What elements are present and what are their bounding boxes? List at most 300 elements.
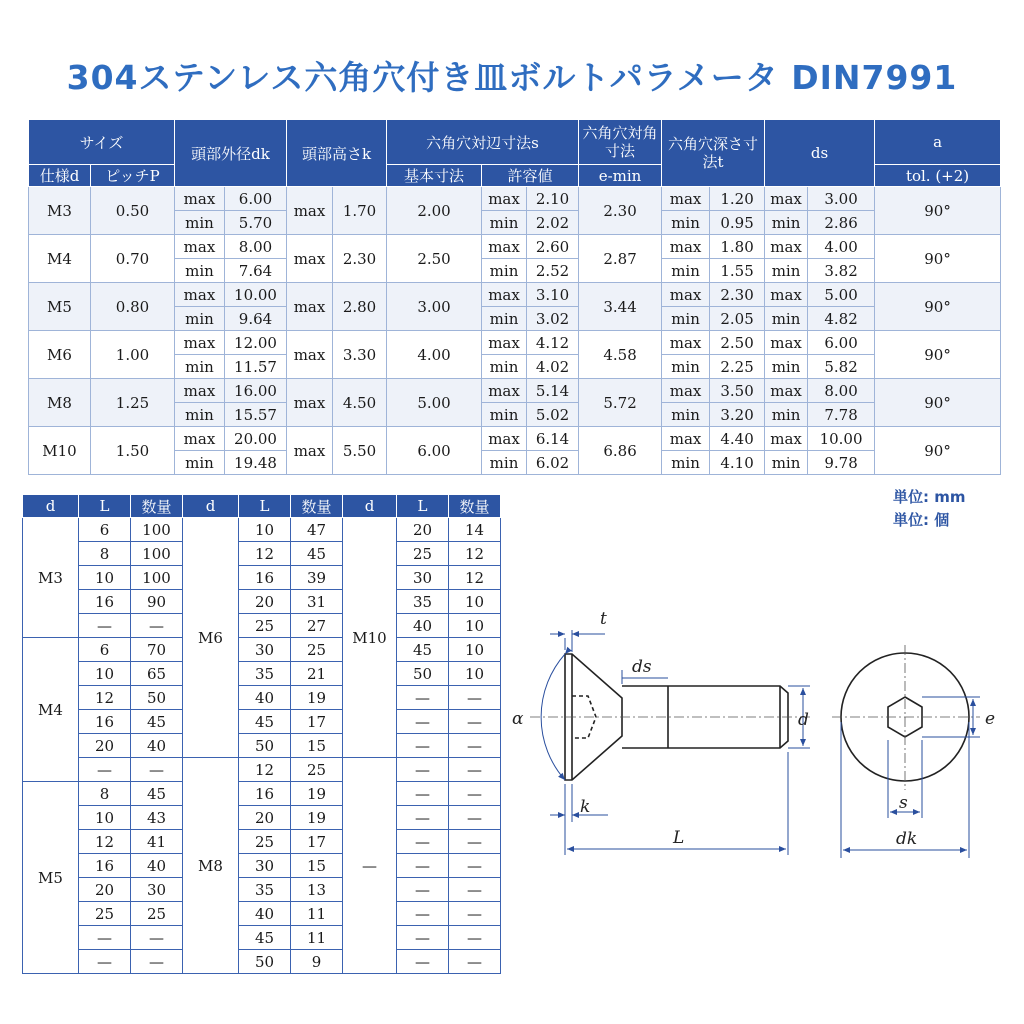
qty-length: —	[79, 926, 131, 950]
spec-s-max: 6.14	[527, 427, 579, 451]
qty-length: —	[397, 926, 449, 950]
qty-count: 9	[291, 950, 343, 974]
min-label: min	[175, 355, 225, 379]
qty-count: 50	[131, 686, 183, 710]
max-label: max	[482, 427, 527, 451]
qty-length: 25	[239, 830, 291, 854]
qty-length: 35	[397, 590, 449, 614]
spec-a: 90°	[875, 235, 1001, 283]
qty-row	[23, 566, 501, 590]
qty-count: —	[449, 710, 501, 734]
spec-d: M10	[29, 427, 91, 475]
header-s-tol: 許容値	[482, 165, 579, 187]
spec-t-max: 1.20	[710, 187, 765, 211]
qty-count: 40	[131, 734, 183, 758]
qty-length: 25	[239, 614, 291, 638]
max-label: max	[662, 331, 710, 355]
spec-pitch: 1.50	[91, 427, 175, 475]
spec-e: 5.72	[579, 379, 662, 427]
qty-count: —	[449, 878, 501, 902]
qty-length: —	[397, 686, 449, 710]
spec-row	[29, 235, 1001, 259]
qty-length: 10	[79, 662, 131, 686]
max-label: max	[765, 283, 808, 307]
spec-row	[29, 427, 1001, 451]
qty-header: d	[343, 495, 397, 518]
qty-count: 45	[131, 782, 183, 806]
spec-a: 90°	[875, 187, 1001, 235]
qty-length: 50	[239, 950, 291, 974]
spec-t-min: 4.10	[710, 451, 765, 475]
qty-length: 20	[397, 518, 449, 542]
spec-s: 3.00	[387, 283, 482, 331]
qty-length: —	[79, 758, 131, 782]
qty-row	[23, 854, 501, 878]
qty-length: —	[397, 854, 449, 878]
qty-count: 27	[291, 614, 343, 638]
qty-length: 40	[239, 902, 291, 926]
min-label: min	[482, 307, 527, 331]
min-label: min	[482, 355, 527, 379]
qty-count: 15	[291, 854, 343, 878]
qty-row	[23, 518, 501, 542]
spec-dk-max: 16.00	[225, 379, 287, 403]
label-s: s	[899, 793, 908, 813]
max-label: max	[175, 187, 225, 211]
spec-s-max: 2.60	[527, 235, 579, 259]
spec-a: 90°	[875, 331, 1001, 379]
max-label: max	[482, 379, 527, 403]
spec-row	[29, 187, 1001, 211]
spec-t-max: 1.80	[710, 235, 765, 259]
spec-row	[29, 283, 1001, 307]
max-label: max	[662, 235, 710, 259]
spec-t-min: 2.25	[710, 355, 765, 379]
qty-header: L	[79, 495, 131, 518]
qty-length: 20	[239, 590, 291, 614]
spec-dk-max: 12.00	[225, 331, 287, 355]
qty-length: 35	[239, 662, 291, 686]
spec-pitch: 0.50	[91, 187, 175, 235]
qty-count: —	[449, 782, 501, 806]
min-label: min	[662, 307, 710, 331]
qty-row	[23, 830, 501, 854]
qty-header: d	[183, 495, 239, 518]
qty-length: 16	[79, 710, 131, 734]
spec-t-min: 0.95	[710, 211, 765, 235]
spec-e: 4.58	[579, 331, 662, 379]
spec-row-min	[29, 211, 1001, 235]
qty-count: 47	[291, 518, 343, 542]
qty-row	[23, 734, 501, 758]
header-e: 六角穴対角寸法	[579, 120, 662, 165]
qty-length: —	[397, 806, 449, 830]
spec-s-min: 5.02	[527, 403, 579, 427]
qty-count: 12	[449, 542, 501, 566]
spec-s: 5.00	[387, 379, 482, 427]
header-s-basic: 基本寸法	[387, 165, 482, 187]
spec-e: 3.44	[579, 283, 662, 331]
header-dk: 頭部外径dk	[175, 120, 287, 187]
bolt-drawing	[510, 600, 1010, 870]
qty-d: M3	[23, 518, 79, 638]
qty-length: 45	[239, 926, 291, 950]
qty-length: 30	[239, 854, 291, 878]
spec-dk-min: 7.64	[225, 259, 287, 283]
label-ds: ds	[632, 657, 652, 677]
qty-length: 35	[239, 878, 291, 902]
label-dk: dk	[896, 829, 918, 849]
max-label: max	[287, 235, 333, 283]
spec-dk-max: 20.00	[225, 427, 287, 451]
qty-length: 25	[79, 902, 131, 926]
spec-ds-min: 7.78	[808, 403, 875, 427]
qty-length: 50	[397, 662, 449, 686]
min-label: min	[662, 355, 710, 379]
spec-dk-min: 11.57	[225, 355, 287, 379]
qty-length: 16	[239, 782, 291, 806]
spec-row-min	[29, 403, 1001, 427]
qty-length: 16	[239, 566, 291, 590]
spec-d: M8	[29, 379, 91, 427]
spec-row-min	[29, 451, 1001, 475]
max-label: max	[175, 379, 225, 403]
header-e-min: e-min	[579, 165, 662, 187]
qty-row	[23, 806, 501, 830]
max-label: max	[482, 331, 527, 355]
spec-pitch: 0.80	[91, 283, 175, 331]
qty-length: 12	[79, 830, 131, 854]
min-label: min	[662, 451, 710, 475]
qty-row	[23, 590, 501, 614]
max-label: max	[287, 187, 333, 235]
min-label: min	[765, 211, 808, 235]
spec-dk-min: 19.48	[225, 451, 287, 475]
spec-e: 2.87	[579, 235, 662, 283]
qty-count: 10	[449, 638, 501, 662]
qty-count: 10	[449, 662, 501, 686]
qty-count: —	[449, 686, 501, 710]
spec-s-max: 5.14	[527, 379, 579, 403]
max-label: max	[765, 379, 808, 403]
min-label: min	[765, 259, 808, 283]
qty-row	[23, 878, 501, 902]
max-label: max	[482, 235, 527, 259]
qty-length: —	[397, 758, 449, 782]
spec-row-min	[29, 307, 1001, 331]
spec-s: 6.00	[387, 427, 482, 475]
spec-dk-max: 8.00	[225, 235, 287, 259]
spec-pitch: 1.25	[91, 379, 175, 427]
spec-s-min: 3.02	[527, 307, 579, 331]
spec-t-min: 3.20	[710, 403, 765, 427]
qty-header: L	[239, 495, 291, 518]
min-label: min	[765, 307, 808, 331]
qty-count: 90	[131, 590, 183, 614]
label-e: e	[985, 709, 996, 729]
spec-ds-max: 10.00	[808, 427, 875, 451]
qty-count: 10	[449, 614, 501, 638]
unit-length: 単位: mm	[893, 488, 966, 506]
qty-d: M8	[183, 758, 239, 974]
spec-row-min	[29, 259, 1001, 283]
label-alpha: α	[512, 709, 524, 729]
qty-count: 100	[131, 518, 183, 542]
qty-row	[23, 614, 501, 638]
qty-length: 40	[239, 686, 291, 710]
max-label: max	[175, 283, 225, 307]
qty-count: 45	[291, 542, 343, 566]
spec-k: 2.30	[333, 235, 387, 283]
max-label: max	[662, 187, 710, 211]
min-label: min	[482, 211, 527, 235]
spec-t-max: 2.30	[710, 283, 765, 307]
max-label: max	[287, 427, 333, 475]
qty-length: 16	[79, 590, 131, 614]
spec-e: 6.86	[579, 427, 662, 475]
qty-count: 19	[291, 686, 343, 710]
qty-row	[23, 950, 501, 974]
qty-count: —	[449, 758, 501, 782]
qty-count: —	[449, 950, 501, 974]
spec-ds-min: 9.78	[808, 451, 875, 475]
qty-count: 10	[449, 590, 501, 614]
min-label: min	[175, 259, 225, 283]
spec-k: 2.80	[333, 283, 387, 331]
qty-count: 45	[131, 710, 183, 734]
qty-length: 8	[79, 782, 131, 806]
qty-length: —	[397, 878, 449, 902]
qty-row	[23, 638, 501, 662]
qty-row	[23, 758, 501, 782]
min-label: min	[765, 451, 808, 475]
max-label: max	[765, 427, 808, 451]
qty-count: 70	[131, 638, 183, 662]
qty-length: 40	[397, 614, 449, 638]
qty-count: 100	[131, 542, 183, 566]
min-label: min	[175, 307, 225, 331]
min-label: min	[482, 259, 527, 283]
max-label: max	[662, 379, 710, 403]
qty-length: 10	[79, 806, 131, 830]
spec-s-min: 4.02	[527, 355, 579, 379]
qty-length: 12	[79, 686, 131, 710]
spec-row	[29, 379, 1001, 403]
spec-dk-min: 15.57	[225, 403, 287, 427]
qty-count: 19	[291, 806, 343, 830]
label-k: k	[580, 797, 591, 817]
label-L: L	[673, 828, 685, 848]
qty-length: 50	[239, 734, 291, 758]
qty-length: —	[79, 614, 131, 638]
qty-count: 40	[131, 854, 183, 878]
qty-count: 39	[291, 566, 343, 590]
qty-count: 25	[291, 638, 343, 662]
qty-count: 31	[291, 590, 343, 614]
spec-ds-min: 5.82	[808, 355, 875, 379]
qty-length: 12	[239, 758, 291, 782]
spec-s: 4.00	[387, 331, 482, 379]
qty-count: —	[449, 830, 501, 854]
qty-count: 13	[291, 878, 343, 902]
qty-length: 10	[79, 566, 131, 590]
max-label: max	[765, 331, 808, 355]
min-label: min	[175, 451, 225, 475]
qty-length: —	[397, 950, 449, 974]
spec-s-min: 2.52	[527, 259, 579, 283]
min-label: min	[175, 211, 225, 235]
qty-d: M10	[343, 518, 397, 758]
qty-length: —	[79, 950, 131, 974]
header-d: 仕様d	[29, 165, 91, 187]
spec-a: 90°	[875, 379, 1001, 427]
qty-count: —	[449, 926, 501, 950]
qty-count: —	[131, 950, 183, 974]
qty-count: 19	[291, 782, 343, 806]
spec-k: 5.50	[333, 427, 387, 475]
spec-row	[29, 331, 1001, 355]
qty-length: 8	[79, 542, 131, 566]
spec-s: 2.50	[387, 235, 482, 283]
header-size: サイズ	[29, 120, 175, 165]
max-label: max	[287, 283, 333, 331]
qty-count: 25	[131, 902, 183, 926]
side-dimensions	[541, 630, 810, 855]
qty-count: —	[449, 734, 501, 758]
qty-count: 15	[291, 734, 343, 758]
spec-d: M5	[29, 283, 91, 331]
qty-d: M4	[23, 638, 79, 782]
min-label: min	[765, 355, 808, 379]
spec-s-max: 3.10	[527, 283, 579, 307]
spec-a: 90°	[875, 427, 1001, 475]
max-label: max	[175, 427, 225, 451]
qty-length: 16	[79, 854, 131, 878]
qty-length: 12	[239, 542, 291, 566]
header-a-tol: tol. (+2)	[875, 165, 1001, 187]
qty-count: 30	[131, 878, 183, 902]
qty-row	[23, 542, 501, 566]
max-label: max	[765, 187, 808, 211]
qty-count: 14	[449, 518, 501, 542]
spec-d: M6	[29, 331, 91, 379]
spec-k: 3.30	[333, 331, 387, 379]
spec-s-max: 4.12	[527, 331, 579, 355]
qty-count: —	[449, 854, 501, 878]
label-t: t	[600, 609, 607, 629]
qty-d: —	[343, 758, 397, 974]
qty-count: 25	[291, 758, 343, 782]
spec-dk-min: 5.70	[225, 211, 287, 235]
qty-length: —	[397, 830, 449, 854]
spec-e: 2.30	[579, 187, 662, 235]
spec-dk-min: 9.64	[225, 307, 287, 331]
spec-k: 1.70	[333, 187, 387, 235]
spec-t-max: 4.40	[710, 427, 765, 451]
spec-ds-min: 4.82	[808, 307, 875, 331]
header-k: 頭部高さk	[287, 120, 387, 187]
qty-d: M6	[183, 518, 239, 758]
qty-count: —	[131, 614, 183, 638]
min-label: min	[482, 451, 527, 475]
spec-ds-max: 5.00	[808, 283, 875, 307]
spec-s-min: 6.02	[527, 451, 579, 475]
min-label: min	[662, 403, 710, 427]
max-label: max	[175, 235, 225, 259]
header-a: a	[875, 120, 1001, 165]
qty-count: 17	[291, 710, 343, 734]
min-label: min	[765, 403, 808, 427]
max-label: max	[662, 283, 710, 307]
qty-header: d	[23, 495, 79, 518]
qty-length: 20	[79, 878, 131, 902]
qty-length: 45	[239, 710, 291, 734]
qty-row	[23, 662, 501, 686]
qty-row	[23, 902, 501, 926]
qty-length: 20	[239, 806, 291, 830]
max-label: max	[662, 427, 710, 451]
qty-header: 数量	[449, 495, 501, 518]
min-label: min	[482, 403, 527, 427]
qty-row	[23, 782, 501, 806]
spec-s-min: 2.02	[527, 211, 579, 235]
spec-ds-max: 4.00	[808, 235, 875, 259]
spec-pitch: 0.70	[91, 235, 175, 283]
min-label: min	[662, 259, 710, 283]
spec-t-max: 2.50	[710, 331, 765, 355]
qty-count: 11	[291, 902, 343, 926]
qty-d: M5	[23, 782, 79, 974]
qty-length: 10	[239, 518, 291, 542]
spec-t-max: 3.50	[710, 379, 765, 403]
quantity-table	[22, 494, 501, 974]
max-label: max	[765, 235, 808, 259]
qty-count: —	[131, 926, 183, 950]
qty-length: —	[397, 710, 449, 734]
qty-count: 43	[131, 806, 183, 830]
spec-row-min	[29, 355, 1001, 379]
spec-ds-max: 3.00	[808, 187, 875, 211]
max-label: max	[287, 331, 333, 379]
min-label: min	[175, 403, 225, 427]
qty-count: 41	[131, 830, 183, 854]
qty-count: —	[449, 902, 501, 926]
min-label: min	[662, 211, 710, 235]
spec-d: M3	[29, 187, 91, 235]
header-pitch: ピッチP	[91, 165, 175, 187]
spec-ds-max: 6.00	[808, 331, 875, 355]
unit-count: 単位: 個	[893, 511, 950, 529]
spec-s: 2.00	[387, 187, 482, 235]
qty-header: L	[397, 495, 449, 518]
qty-header: 数量	[131, 495, 183, 518]
spec-dk-max: 6.00	[225, 187, 287, 211]
spec-t-min: 1.55	[710, 259, 765, 283]
qty-length: 20	[79, 734, 131, 758]
qty-count: 21	[291, 662, 343, 686]
qty-row	[23, 686, 501, 710]
max-label: max	[482, 283, 527, 307]
spec-a: 90°	[875, 283, 1001, 331]
qty-count: —	[449, 806, 501, 830]
qty-length: 6	[79, 638, 131, 662]
qty-count: 17	[291, 830, 343, 854]
label-d: d	[798, 710, 809, 730]
spec-ds-max: 8.00	[808, 379, 875, 403]
qty-count: 100	[131, 566, 183, 590]
qty-length: —	[397, 734, 449, 758]
max-label: max	[287, 379, 333, 427]
